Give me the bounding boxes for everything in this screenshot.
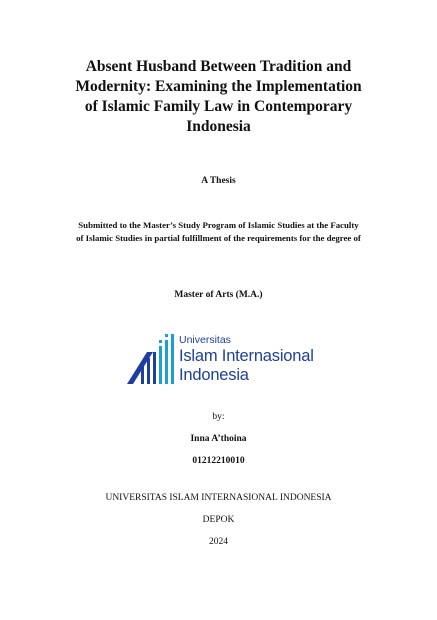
publication-year: 2024 (209, 537, 228, 547)
thesis-type-label: A Thesis (201, 176, 236, 186)
uiii-stripes-logo-icon (127, 332, 179, 386)
degree-name: Master of Arts (M.A.) (174, 290, 263, 300)
logo-line-indonesia: Indonesia (179, 366, 249, 384)
by-label: by: (212, 412, 225, 422)
logo-line-universitas: Universitas (179, 334, 231, 346)
university-name: UNIVERSITAS ISLAM INTERNASIONAL INDONESIA (105, 493, 332, 503)
city-name: DEPOK (202, 515, 235, 525)
thesis-title: Absent Husband Between Tradition and Modernity: Examining the Implementation of Islamic Family Law in Contemporary Indonesia (75, 58, 362, 135)
submission-statement: Submitted to the Master’s Study Program of Islamic Studies at the Faculty of Islamic Studies in partial fulfillment of the requirements for the degree of (76, 220, 361, 243)
university-logo (127, 332, 332, 386)
logo-line-islam-internasional: Islam Internasional (179, 347, 314, 365)
student-id: 01212210010 (192, 456, 245, 466)
author-name: Inna A’thoina (190, 434, 247, 444)
